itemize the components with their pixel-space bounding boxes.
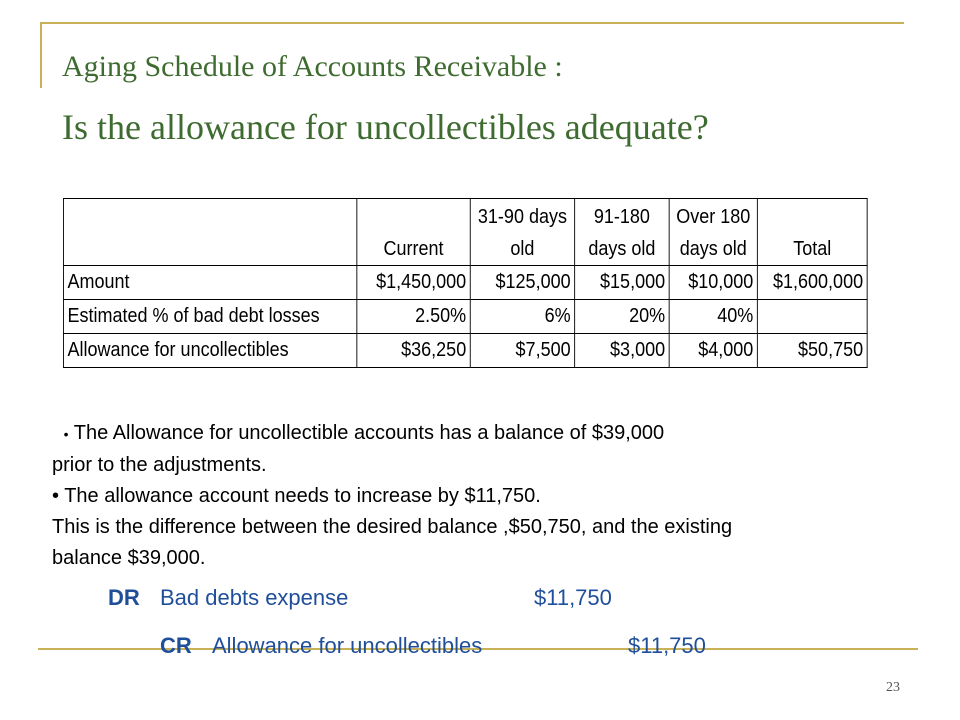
bullet-line: • The allowance account needs to increase by $11,750. <box>52 485 541 507</box>
header-over-180: Over 180 days old <box>669 199 757 266</box>
cell: 20% <box>575 300 669 334</box>
journal-debit-account: Bad debts expense <box>160 585 349 610</box>
row-label: Estimated % of bad debt losses <box>63 300 356 334</box>
text-line: balance $39,000. <box>52 547 206 569</box>
header-label-cell <box>63 199 356 266</box>
bullet-dot-icon: • <box>52 426 69 442</box>
cell: $1,450,000 <box>357 266 470 300</box>
cell: $15,000 <box>575 266 669 300</box>
row-label: Amount <box>63 266 356 300</box>
bullet-line: • The Allowance for uncollectible accounts has a balance of $39,000 <box>52 422 665 444</box>
cell: $4,000 <box>669 334 757 368</box>
row-label: Allowance for uncollectibles <box>63 334 356 368</box>
journal-credit-amount: $11,750 <box>628 633 706 658</box>
table-header-row <box>63 199 867 266</box>
table-row <box>63 266 867 300</box>
top-rule <box>42 22 904 24</box>
cell: $125,000 <box>470 266 574 300</box>
table-row <box>63 300 867 334</box>
header-total: Total <box>757 199 867 266</box>
explanation-text <box>52 418 957 574</box>
text-line: This is the difference between the desired balance ,$50,750, and the existing <box>52 516 733 538</box>
cell: $50,750 <box>757 334 867 368</box>
journal-debit-tag: DR <box>108 585 140 610</box>
header-31-90: 31-90 days old <box>470 199 574 266</box>
journal-credit-tag: CR <box>160 633 192 658</box>
journal-credit-account: Allowance for uncollectibles <box>212 633 483 658</box>
slide-subtitle: Is the allowance for uncollectibles adequate? <box>62 107 709 147</box>
cell: 40% <box>669 300 757 334</box>
cell: $7,500 <box>470 334 574 368</box>
cell: $10,000 <box>669 266 757 300</box>
cell: $3,000 <box>575 334 669 368</box>
bullet-dot-icon: • <box>52 485 60 507</box>
cell <box>757 300 867 334</box>
journal-debit-amount: $11,750 <box>534 585 612 610</box>
aging-schedule-table <box>63 198 868 368</box>
header-91-180: 91-180 days old <box>575 199 669 266</box>
table-row <box>63 334 867 368</box>
cell: 6% <box>470 300 574 334</box>
page-number: 23 <box>886 680 900 695</box>
cell: $1,600,000 <box>757 266 867 300</box>
slide-title: Aging Schedule of Accounts Receivable : <box>62 50 563 83</box>
text-line: prior to the adjustments. <box>52 454 267 476</box>
left-rule <box>40 22 42 88</box>
header-current: Current <box>357 199 470 266</box>
cell: 2.50% <box>357 300 470 334</box>
cell: $36,250 <box>357 334 470 368</box>
